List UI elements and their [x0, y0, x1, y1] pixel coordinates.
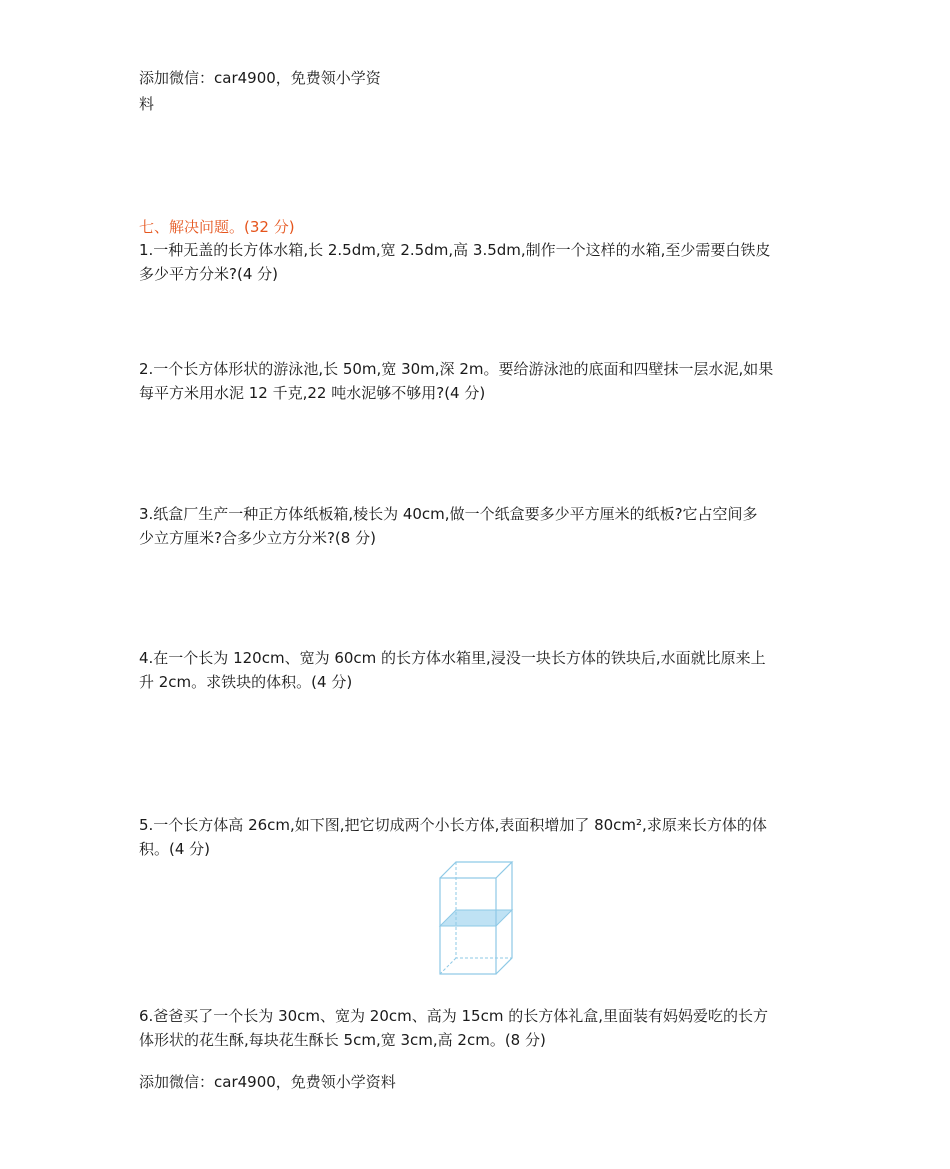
cuboid-figure: [436, 858, 516, 978]
question-2-line-1: 2.一个长方体形状的游泳池,长 50m,宽 30m,深 2m。要给游泳池的底面和四壁抹一层水泥,如果: [139, 360, 774, 378]
question-1-line-1: 1.一种无盖的长方体水箱,长 2.5dm,宽 2.5dm,高 3.5dm,制作一个这样的水箱,至少需要白铁皮: [139, 241, 771, 259]
top-face: [440, 862, 512, 878]
question-5-line-2: 积。(4 分): [139, 840, 211, 858]
question-3-line-2: 少立方厘米?合多少立方分米?(8 分): [139, 529, 376, 547]
question-6: [139, 1004, 819, 1052]
question-4-line-1: 4.在一个长为 120cm、宽为 60cm 的长方体水箱里,浸没一块长方体的铁块后,水面就比原来上: [139, 649, 766, 667]
question-4-line-2: 升 2cm。求铁块的体积。(4 分): [139, 673, 353, 691]
question-3-line-1: 3.纸盒厂生产一种正方体纸板箱,棱长为 40cm,做一个纸盒要多少平方厘米的纸板?它占空间多: [139, 505, 758, 523]
question-3: [139, 502, 819, 550]
question-1: [139, 238, 819, 286]
question-2-line-2: 每平方米用水泥 12 千克,22 吨水泥够不够用?(4 分): [139, 384, 486, 402]
cut-plane: [440, 910, 512, 926]
header-line-2: 料: [139, 95, 155, 113]
question-5: [139, 813, 819, 861]
question-1-line-2: 多少平方分米?(4 分): [139, 265, 278, 283]
question-6-line-1: 6.爸爸买了一个长为 30cm、宽为 20cm、高为 15cm 的长方体礼盒,里面装有妈妈爱吃的长方: [139, 1007, 768, 1025]
question-5-line-1: 5.一个长方体高 26cm,如下图,把它切成两个小长方体,表面积增加了 80cm²,求原来长方体的体: [139, 816, 767, 834]
question-6-line-2: 体形状的花生酥,每块花生酥长 5cm,宽 3cm,高 2cm。(8 分): [139, 1031, 546, 1049]
hidden-edge-diagonal: [440, 958, 456, 974]
question-4: [139, 646, 819, 694]
section-title: 七、解决问题。(32 分): [139, 218, 295, 236]
footer-line: 添加微信：car4900，免费领小学资料: [139, 1073, 396, 1091]
question-2: [139, 357, 819, 405]
header-line-1: 添加微信：car4900，免费领小学资: [139, 69, 381, 87]
